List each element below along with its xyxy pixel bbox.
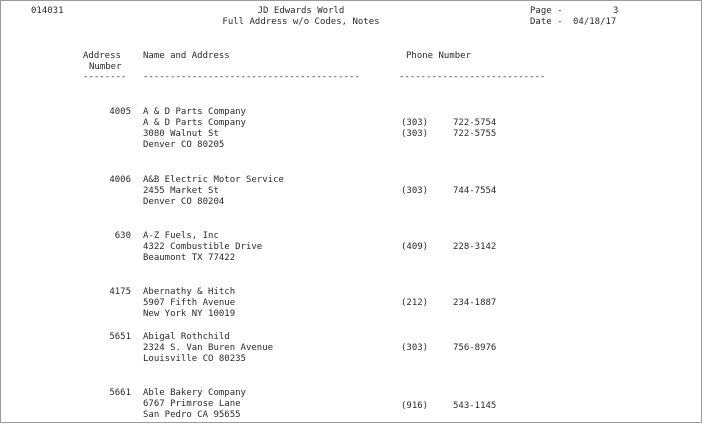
phone-number: 744-7554 — [453, 186, 497, 196]
address-line: Denver CO 80204 — [143, 197, 225, 207]
col-address-number-1: Address — [83, 51, 121, 61]
date-value: 04/18/17 — [573, 17, 617, 27]
col-phone-number: Phone Number — [406, 51, 472, 61]
name-line: A-Z Fuels, Inc — [143, 231, 219, 241]
name-line: Abernathy & Hitch — [143, 287, 236, 297]
col-phone-number-rule: --------------------------- — [399, 72, 546, 82]
address-line: Denver CO 80205 — [143, 140, 225, 150]
phone-area-code: (303) — [401, 118, 429, 128]
col-name-address: Name and Address — [143, 51, 230, 61]
address-number: 4175 — [109, 287, 131, 297]
phone-number: 756-8976 — [453, 343, 497, 353]
address-line: A & D Parts Company — [143, 118, 246, 128]
address-line: San Pedro CA 95655 — [143, 410, 241, 420]
report-subtitle: Full Address w/o Codes, Notes — [222, 17, 380, 27]
address-line: Louisville CO 80235 — [143, 354, 246, 364]
phone-area-code: (303) — [401, 343, 429, 353]
name-line: A&B Electric Motor Service — [143, 175, 284, 185]
address-number: 4005 — [109, 107, 131, 117]
address-line: 2324 S. Van Buren Avenue — [143, 343, 274, 353]
col-address-number-2: Number — [89, 62, 122, 72]
report-id: 014031 — [31, 6, 64, 16]
col-address-number-rule: -------- — [83, 72, 127, 82]
phone-area-code: (303) — [401, 186, 429, 196]
name-line: A & D Parts Company — [143, 107, 246, 117]
address-line: 6767 Primrose Lane — [143, 399, 241, 409]
phone-area-code: (303) — [401, 129, 429, 139]
address-number: 4006 — [109, 175, 131, 185]
address-line: New York NY 10019 — [143, 309, 236, 319]
address-line: 2455 Market St — [143, 186, 219, 196]
name-line: Able Bakery Company — [143, 388, 246, 398]
phone-number: 722-5755 — [453, 129, 497, 139]
name-line: Abigal Rothchild — [143, 332, 230, 342]
address-number: 5651 — [109, 332, 131, 342]
phone-number: 234-1887 — [453, 298, 497, 308]
phone-number: 543-1145 — [453, 401, 497, 411]
page-label: Page - — [530, 6, 563, 16]
address-line: 4322 Combustible Drive — [143, 242, 263, 252]
phone-number: 228-3142 — [453, 242, 497, 252]
date-label: Date - — [530, 17, 563, 27]
phone-area-code: (212) — [401, 298, 429, 308]
address-line: 3080 Walnut St — [143, 129, 219, 139]
phone-number: 722-5754 — [453, 118, 497, 128]
address-line: Beaumont TX 77422 — [143, 253, 236, 263]
address-number: 5661 — [109, 388, 131, 398]
report-title: JD Edwards World — [257, 6, 345, 16]
phone-area-code: (409) — [401, 242, 429, 252]
address-number: 630 — [114, 231, 131, 241]
phone-area-code: (916) — [401, 401, 429, 411]
col-name-address-rule: ---------------------------------------- — [143, 72, 360, 82]
address-line: 5907 Fifth Avenue — [143, 298, 236, 308]
page-number: 3 — [613, 6, 619, 16]
